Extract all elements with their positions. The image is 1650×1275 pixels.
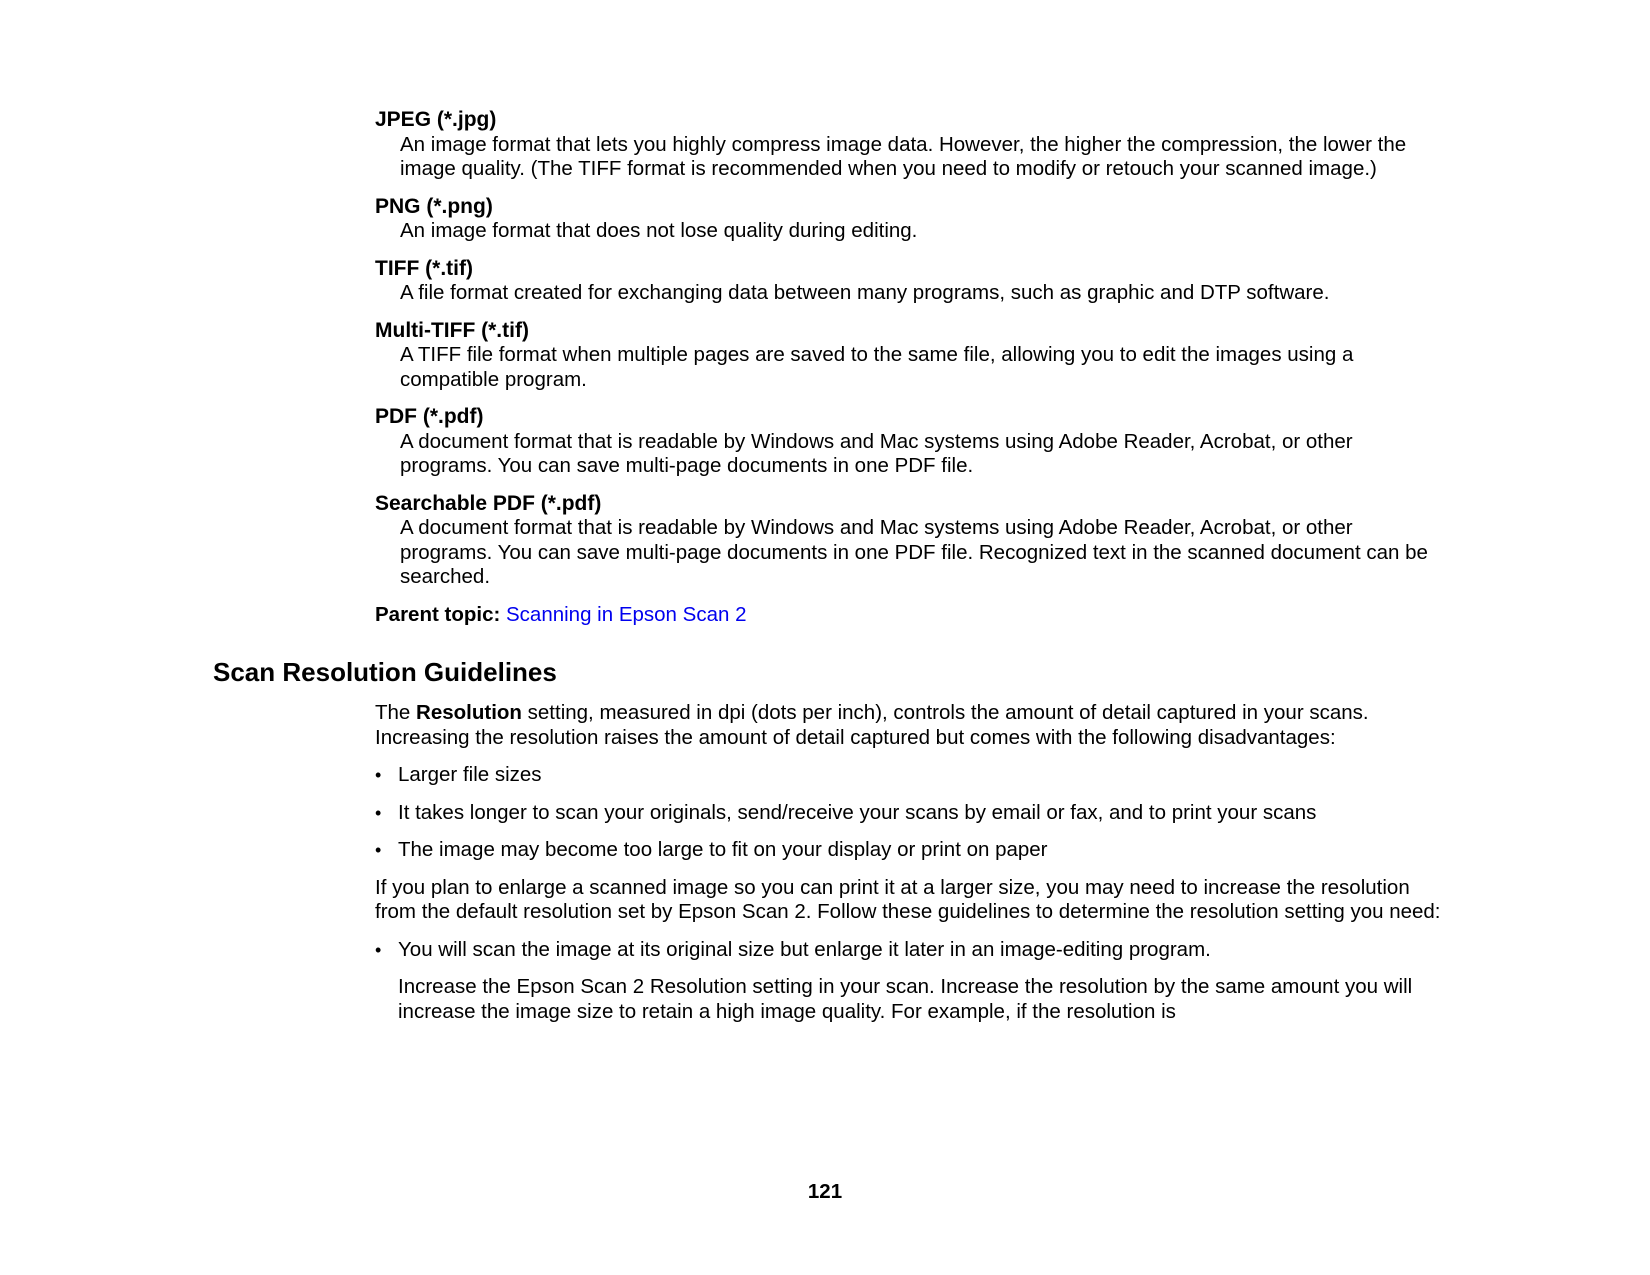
- parent-topic-line: [375, 603, 1650, 628]
- format-description: A document format that is readable by Windows and Mac systems using Adobe Reader, Acrobat, or other programs. You can save multi-page documents in one PDF file. Recognized text in the scanned document can be searched.: [400, 516, 1428, 588]
- format-definition-searchable-pdf: [0, 492, 1650, 590]
- format-description: An image format that does not lose quality during editing.: [400, 219, 918, 242]
- bullet-icon: •: [375, 939, 382, 960]
- list-item-text: It takes longer to scan your originals, send/receive your scans by email or fax, and to print your scans: [398, 800, 1317, 824]
- format-term: Multi-TIFF (*.tif): [375, 318, 529, 342]
- format-description: A document format that is readable by Windows and Mac systems using Adobe Reader, Acrobat, or other programs. You can save multi-page documents in one PDF file.: [400, 429, 1353, 477]
- intro-text-pre: The: [375, 701, 417, 724]
- page-number: 121: [807, 1180, 843, 1203]
- intro-paragraph: [375, 701, 1445, 750]
- list-item: [375, 838, 1650, 863]
- guidelines-paragraph: If you plan to enlarge a scanned image so you can print it at a larger size, you may need to increase the resolution from the default resolution set by Epson Scan 2. Follow these guidelines to determine the resolution setting you need:: [375, 875, 1441, 923]
- guideline-detail-paragraph: Increase the Epson Scan 2 Resolution setting in your scan. Increase the resolution by the same amount you will increase the image size to retain a high image quality. For example, if the resolution is: [398, 975, 1413, 1023]
- intro-text-post: setting, measured in dpi (dots per inch), controls the amount of detail captured in your scans. Increasing the resolution raises the amount of detail captured but comes with the following disadvantages:: [375, 701, 1369, 749]
- resolution-bold-term: Resolution: [416, 701, 522, 724]
- format-definition-jpeg: [0, 108, 1650, 182]
- format-definition-pdf: [0, 405, 1650, 479]
- format-description: A TIFF file format when multiple pages are saved to the same file, allowing you to edit the images using a compatible program.: [400, 343, 1354, 391]
- format-term: Searchable PDF (*.pdf): [375, 491, 602, 515]
- list-item: [375, 763, 1650, 788]
- parent-topic-link[interactable]: Scanning in Epson Scan 2: [506, 602, 747, 626]
- list-item: [375, 801, 1650, 826]
- format-term: PDF (*.pdf): [375, 405, 484, 428]
- format-description: An image format that lets you highly compress image data. However, the higher the compression, the lower the image quality. (The TIFF format is recommended when you need to modify or retouch your scanned image.): [400, 132, 1407, 180]
- format-term: PNG (*.png): [375, 194, 493, 218]
- list-item: [375, 938, 1650, 963]
- format-description: A file format created for exchanging data between many programs, such as graphic and DTP software.: [400, 281, 1330, 304]
- bullet-icon: •: [375, 840, 382, 860]
- format-definition-png: [0, 195, 1650, 244]
- disadvantages-list: [0, 763, 1650, 863]
- bullet-icon: •: [375, 765, 382, 785]
- page-content: [0, 108, 1650, 1037]
- format-term: TIFF (*.tif): [375, 256, 473, 280]
- format-definition-multitiff: [0, 319, 1650, 393]
- parent-topic-label: Parent topic:: [375, 602, 501, 626]
- format-definition-tiff: [0, 257, 1650, 306]
- guidelines-list: [0, 938, 1650, 963]
- list-item-text: The image may become too large to fit on your display or print on paper: [398, 838, 1048, 861]
- bullet-icon: •: [375, 802, 382, 823]
- list-item-text: Larger file sizes: [398, 763, 542, 786]
- format-term: JPEG (*.jpg): [375, 108, 497, 131]
- list-item-text: You will scan the image at its original size but enlarge it later in an image-editing program.: [398, 937, 1211, 961]
- section-heading: Scan Resolution Guidelines: [213, 657, 557, 687]
